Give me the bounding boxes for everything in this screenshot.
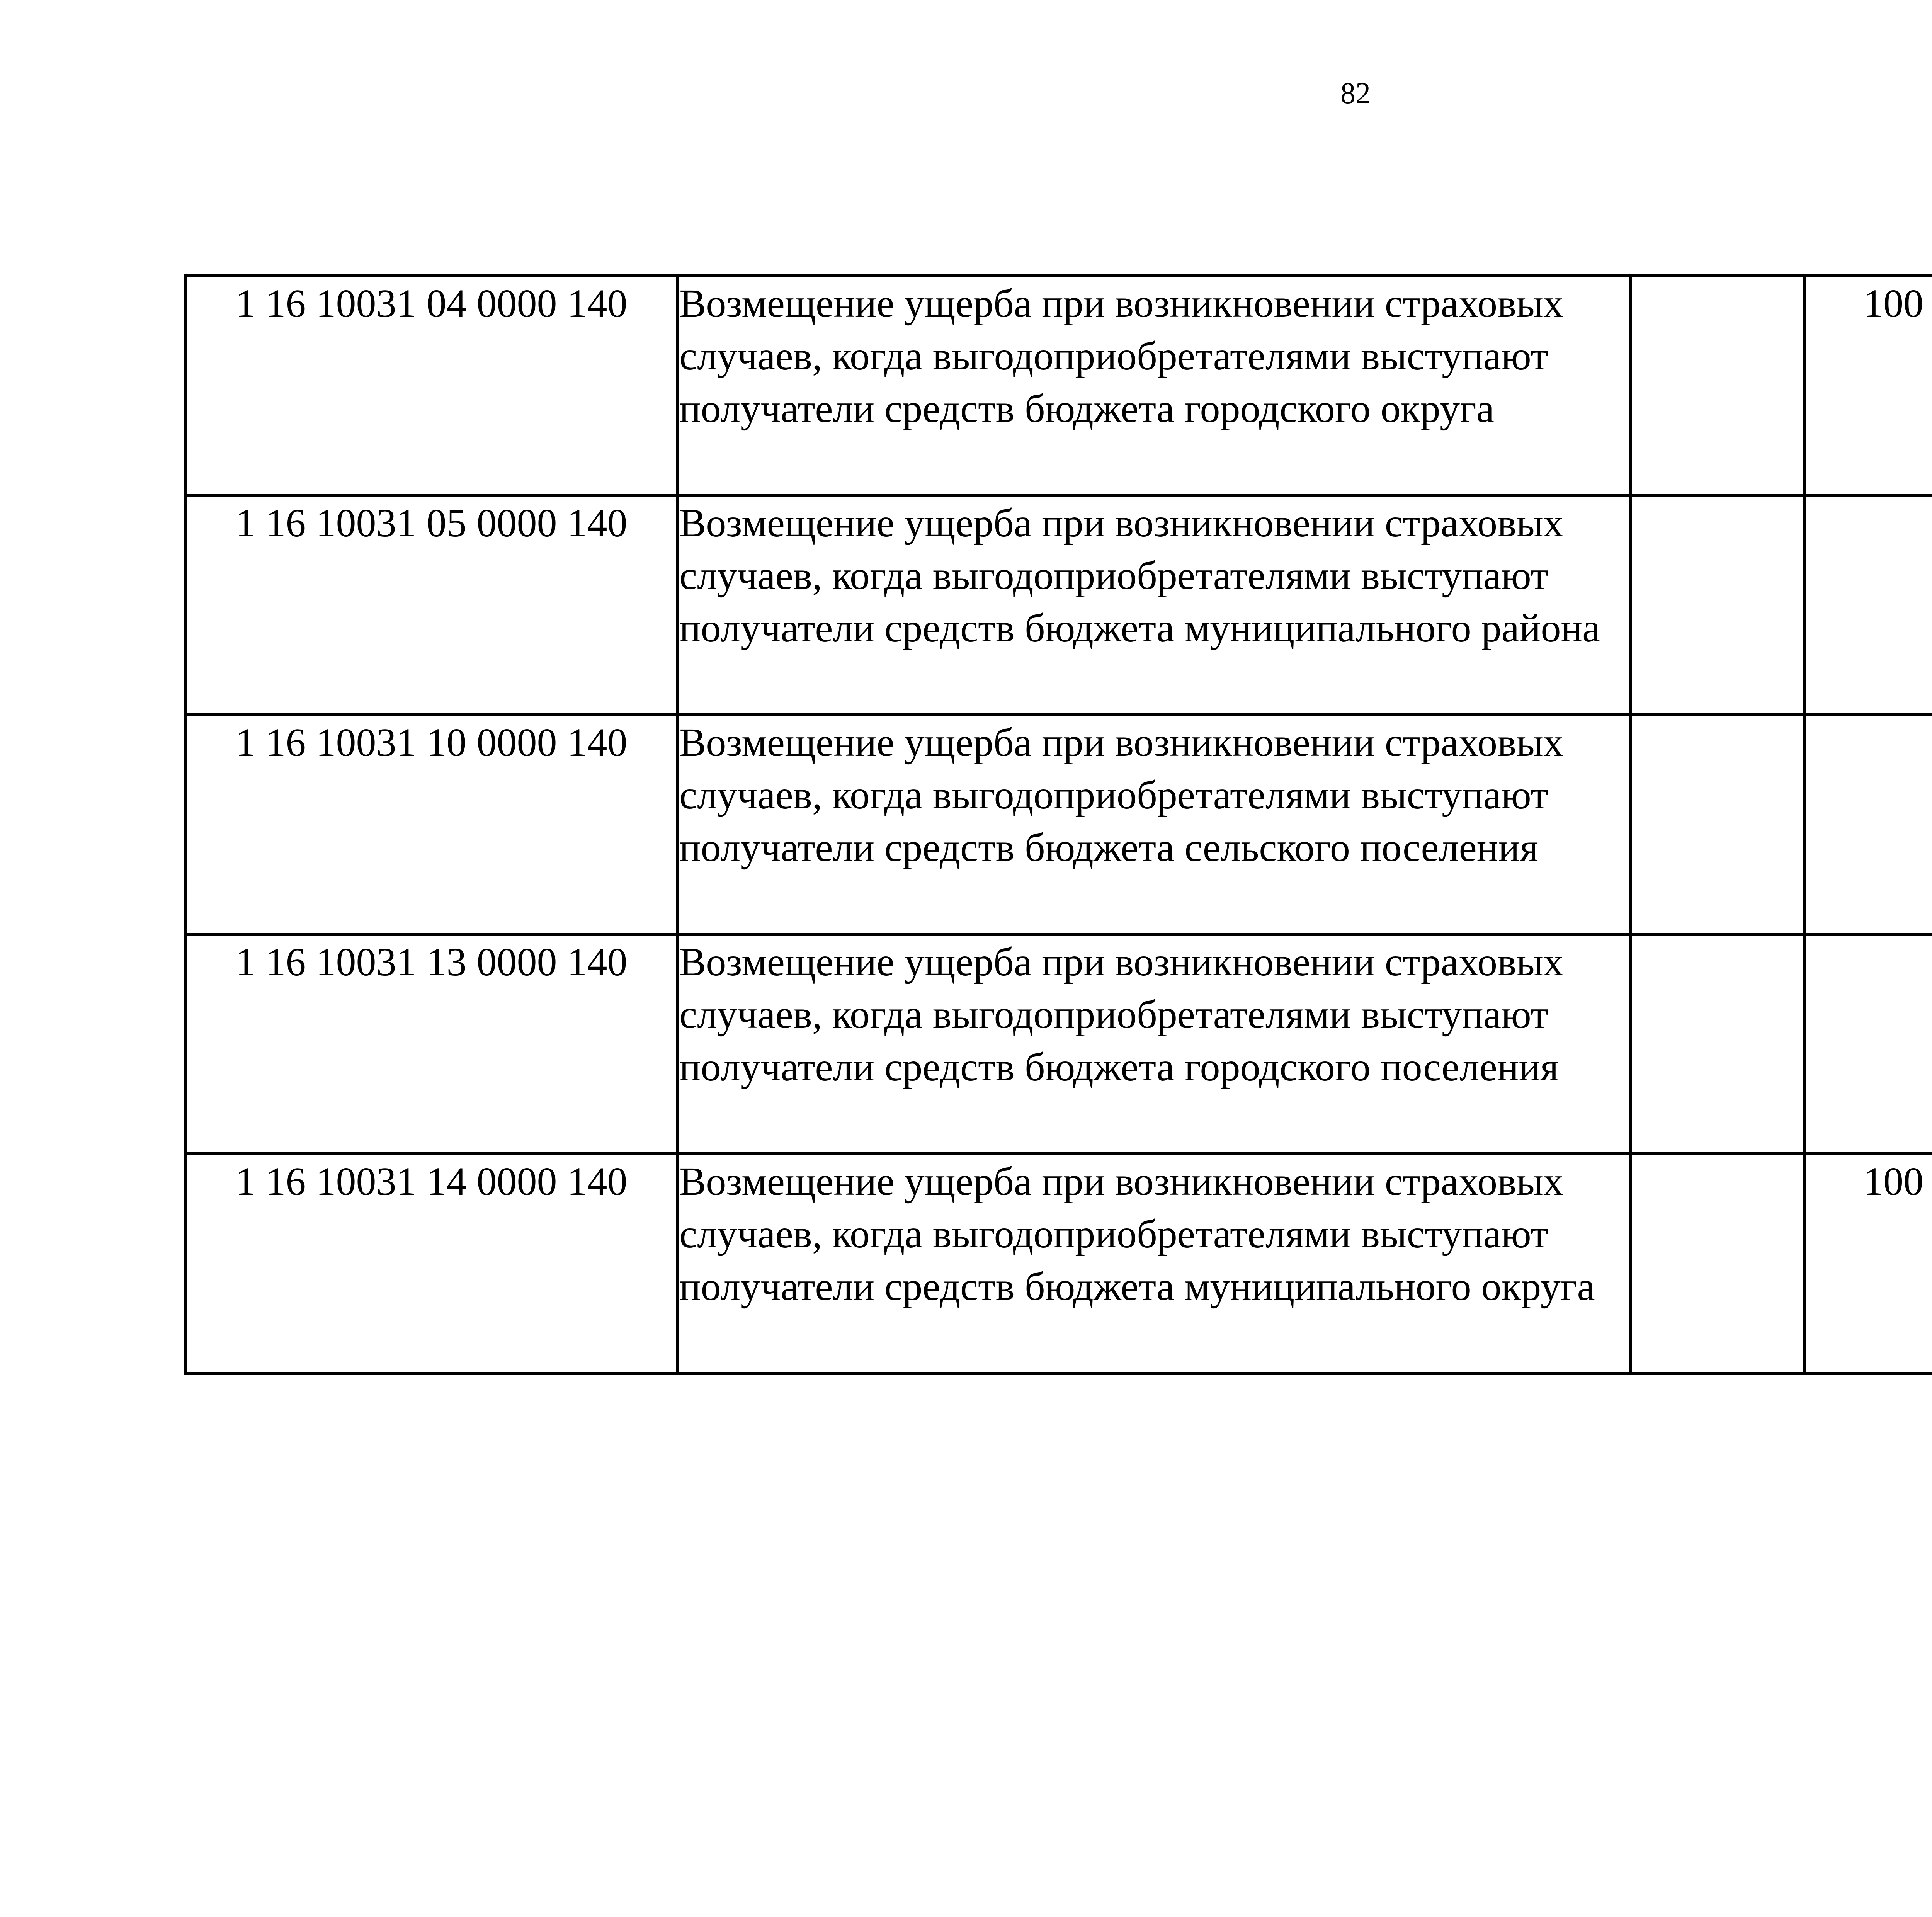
table-row bbox=[185, 276, 1932, 495]
value-cell-1 bbox=[1630, 1154, 1804, 1373]
revenue-description-cell: Возмещение ущерба при возникновении страховых случаев, когда выгодоприобретателями выступают получатели средств бюджета сельского поселения bbox=[678, 715, 1630, 934]
value-cell-1 bbox=[1630, 934, 1804, 1154]
value-cell-2 bbox=[1804, 715, 1932, 934]
table-row bbox=[185, 1154, 1932, 1373]
revenue-code-cell: 1 16 10031 04 0000 140 bbox=[185, 276, 678, 495]
value-cell-2: 100 bbox=[1804, 276, 1932, 495]
table-row bbox=[185, 495, 1932, 715]
value-cell-2: 100 bbox=[1804, 1154, 1932, 1373]
value-cell-2 bbox=[1804, 495, 1932, 715]
revenue-code-cell: 1 16 10031 14 0000 140 bbox=[185, 1154, 678, 1373]
page-number: 82 bbox=[1340, 76, 1371, 110]
table-row bbox=[185, 715, 1932, 934]
value-cell-2 bbox=[1804, 934, 1932, 1154]
value-cell-1 bbox=[1630, 276, 1804, 495]
table-row bbox=[185, 934, 1932, 1154]
revenue-code-cell: 1 16 10031 10 0000 140 bbox=[185, 715, 678, 934]
revenue-description-cell: Возмещение ущерба при возникновении страховых случаев, когда выгодоприобретателями выступают получатели средств бюджета муниципального района bbox=[678, 495, 1630, 715]
budget-revenue-table bbox=[184, 274, 1932, 1375]
value-cell-1 bbox=[1630, 495, 1804, 715]
value-cell-1 bbox=[1630, 715, 1804, 934]
revenue-description-cell: Возмещение ущерба при возникновении страховых случаев, когда выгодоприобретателями выступают получатели средств бюджета городского поселения bbox=[678, 934, 1630, 1154]
revenue-code-cell: 1 16 10031 05 0000 140 bbox=[185, 495, 678, 715]
revenue-description-cell: Возмещение ущерба при возникновении страховых случаев, когда выгодоприобретателями выступают получатели средств бюджета городского округа bbox=[678, 276, 1630, 495]
revenue-code-cell: 1 16 10031 13 0000 140 bbox=[185, 934, 678, 1154]
revenue-description-cell: Возмещение ущерба при возникновении страховых случаев, когда выгодоприобретателями выступают получатели средств бюджета муниципального округа bbox=[678, 1154, 1630, 1373]
